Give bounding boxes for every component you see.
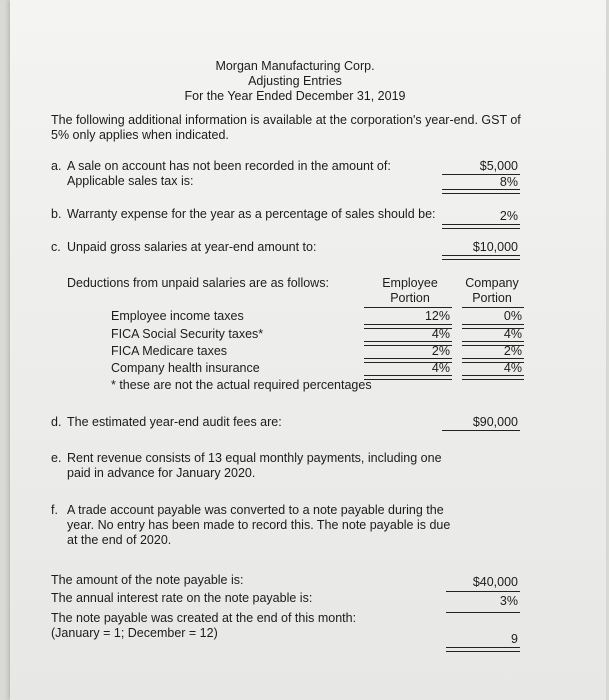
item-c-value: $10,000 [472,240,518,254]
document-page [10,0,606,700]
note-amount-label: The amount of the note payable is: [51,573,244,587]
item-f-line-2: year. No entry has been made to record this. The note payable is due [67,518,451,532]
item-e-letter: e. [51,451,62,465]
intro-line-2: 5% only applies when indicated. [51,128,229,142]
note-month-hint: (January = 1; December = 12) [51,626,218,640]
item-d-value: $90,000 [472,415,518,429]
note-amount-underline [446,591,520,592]
intro-line-1: The following additional information is available at the corporation's year-end. GST of [51,113,521,127]
item-e-line-2: paid in advance for January 2020. [67,466,256,480]
item-a-text-1: A sale on account has not been recorded in the amount of: [67,159,391,173]
deduction-row-label: Company health insurance [111,361,260,375]
employee-col-header-1: Employee [382,276,438,290]
row-divider [364,375,452,380]
item-e-line-1: Rent revenue consists of 13 equal monthly payments, including one [67,451,442,465]
deduction-row-company: 0% [503,309,522,323]
note-rate-underline [446,612,520,613]
item-d-letter: d. [51,415,62,429]
deduction-row-label: Employee income taxes [111,309,244,323]
note-month-double-underline [446,647,520,652]
item-c-text: Unpaid gross salaries at year-end amount to: [67,240,317,254]
item-b-value: 2% [499,209,518,223]
note-month-value: 9 [511,632,518,646]
deduction-row-employee: 12% [424,309,450,323]
item-f-line-3: at the end of 2020. [67,533,172,547]
row-divider [462,375,524,380]
company-col-topline [462,307,524,308]
deductions-footnote: * these are not the actual required percentages [111,378,372,392]
note-month-label: The note payable was created at the end of this month: [51,611,357,625]
item-d-underline [442,430,520,431]
item-c-letter: c. [51,240,61,254]
employee-col-header-2: Portion [390,291,430,305]
deduction-row-company: 4% [503,361,522,375]
deduction-row-company: 2% [503,344,522,358]
deduction-row-label: FICA Medicare taxes [111,344,228,358]
document-period: For the Year Ended December 31, 2019 [184,89,406,103]
deduction-row-label: FICA Social Security taxes* [111,327,264,341]
item-a-amount: $5,000 [479,159,518,173]
deduction-row-employee: 4% [431,327,450,341]
item-c-double-underline [442,255,520,260]
item-a-letter: a. [51,159,62,173]
deduction-row-employee: 4% [431,361,450,375]
deductions-label: Deductions from unpaid salaries are as follows: [67,276,329,290]
deduction-row-company: 4% [503,327,522,341]
company-col-header-1: Company [465,276,519,290]
item-b-text: Warranty expense for the year as a percentage of sales should be: [67,207,436,221]
note-rate-value: 3% [499,594,518,608]
note-rate-label: The annual interest rate on the note payable is: [51,591,313,605]
employee-col-topline [364,307,452,308]
deduction-row-employee: 2% [431,344,450,358]
item-a-rate: 8% [499,175,518,189]
item-f-letter: f. [51,503,58,517]
item-d-text: The estimated year-end audit fees are: [67,415,282,429]
item-a-text-2: Applicable sales tax is: [67,174,194,188]
item-b-double-underline [442,224,520,229]
company-col-header-2: Portion [472,291,512,305]
document-subtitle: Adjusting Entries [248,74,342,88]
note-amount-value: $40,000 [472,575,518,589]
item-a-rate-double-underline [442,189,520,194]
company-name: Morgan Manufacturing Corp. [215,59,375,73]
item-f-line-1: A trade account payable was converted to a note payable during the [67,503,444,517]
item-b-letter: b. [51,207,62,221]
